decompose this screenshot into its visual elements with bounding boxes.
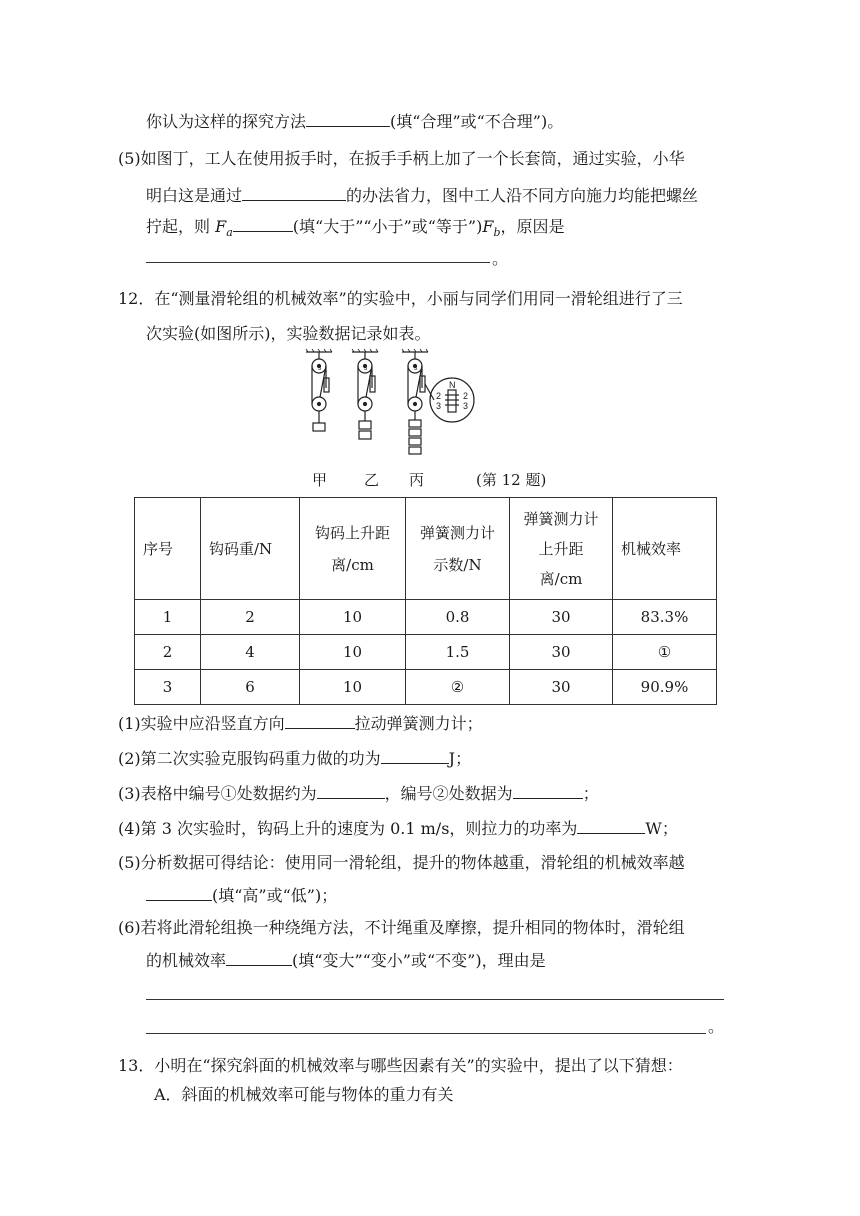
svg-text:3: 3: [364, 366, 368, 372]
line-text: (填“高”或“低”)；: [212, 886, 338, 905]
answer-line[interactable]: [146, 999, 724, 1000]
table-cell: 10: [300, 670, 406, 705]
table-cell: 30: [510, 635, 613, 670]
line-text: (5)分析数据可得结论：使用同一滑轮组，提升的物体越重，滑轮组的机械效率越: [118, 853, 685, 872]
line-text: 13．小明在“探究斜面的机械效率与哪些因素有关”的实验中，提出了以下猜想：: [118, 1056, 683, 1075]
table-header-cell: 钩码重/N: [201, 498, 300, 600]
line-text: (5)如图丁，工人在使用扳手时，在扳手手柄上加了一个长套筒，通过实验，小华: [118, 149, 685, 168]
line-text: ，编号②处数据为: [384, 784, 513, 803]
figure-caption: (第 12 题): [476, 471, 547, 489]
table-header-cell: 序号: [135, 498, 201, 600]
table-cell: 4: [201, 635, 300, 670]
line-text: ；: [582, 784, 599, 803]
answer-blank[interactable]: [233, 215, 293, 232]
table-row: [135, 600, 717, 635]
line-text: (2)第二次实验克服钩码重力做的功为: [118, 749, 381, 768]
question-13-line-1: [118, 1055, 683, 1077]
line-text: W；: [645, 819, 678, 838]
line-text: 的机械效率: [146, 951, 227, 970]
line-text: (1)实验中应沿竖直方向: [118, 714, 285, 733]
line-text: 12．在“测量滑轮组的机械效率”的实验中，小丽与同学们用同一滑轮组进行了三: [118, 289, 683, 308]
figure-label: 甲: [312, 471, 328, 489]
sub-question-6-line-2: [146, 949, 546, 972]
text-line: [146, 110, 563, 133]
answer-blank[interactable]: [381, 747, 449, 764]
table-header-cell: 钩码上升距 离/cm: [300, 498, 406, 600]
table-cell: 90.9%: [613, 670, 717, 705]
line-text: J；: [448, 749, 472, 768]
sub-question-3: [118, 782, 599, 805]
line-text: (4)第 3 次实验时，钩码上升的速度为 0.1 m/s，则拉力的功率为: [118, 819, 578, 838]
question-5-line-1: [118, 148, 685, 170]
pulley-set-1: [312, 352, 329, 431]
line-end-period: 。: [708, 1017, 725, 1036]
answer-blank[interactable]: [242, 184, 346, 201]
question-13-option-a: [154, 1084, 454, 1106]
table-cell: 2: [201, 600, 300, 635]
force-a-symbol: $F_a$: [215, 217, 233, 240]
table-cell: 10: [300, 635, 406, 670]
sub-question-1: [118, 712, 483, 735]
svg-text:3: 3: [318, 366, 322, 372]
pulley-system-figure: [298, 348, 478, 468]
line-text: A．斜面的机械效率可能与物体的重力有关: [154, 1085, 454, 1104]
figure-label: 乙: [364, 471, 380, 489]
table-cell: 1.5: [406, 635, 510, 670]
experiment-data-table: [134, 497, 717, 705]
force-b-symbol: $F_b$: [482, 217, 501, 240]
svg-text:3: 3: [414, 366, 418, 372]
line-text: (填“合理”或“不合理”)。: [390, 112, 564, 131]
line-end-period: 。: [492, 249, 509, 268]
line-text: 明白这是通过: [146, 186, 243, 205]
answer-blank[interactable]: [306, 110, 390, 127]
question-5-line-2: [146, 184, 698, 207]
spring-mark: N: [449, 380, 456, 390]
line-text: ，原因是: [500, 217, 565, 236]
table-row: [135, 670, 717, 705]
table-cell: 30: [510, 600, 613, 635]
table-cell: 2: [135, 635, 201, 670]
line-text: 你认为这样的探究方法: [146, 112, 307, 131]
answer-blank[interactable]: [317, 782, 385, 799]
line-text: (填“变大”“变小”或“不变”)，理由是: [292, 951, 546, 970]
svg-text:2: 2: [463, 391, 469, 401]
table-cell: 6: [201, 670, 300, 705]
table-row: [135, 635, 717, 670]
answer-line[interactable]: [146, 262, 490, 263]
table-cell: 83.3%: [613, 600, 717, 635]
table-header-cell: 弹簧测力计 上升距 离/cm: [510, 498, 613, 600]
sub-question-6-line-1: [118, 917, 685, 939]
table-header-row: [135, 498, 717, 600]
answer-line[interactable]: [146, 1033, 706, 1034]
answer-blank[interactable]: [513, 782, 583, 799]
table-cell: ①: [613, 635, 717, 670]
line-text: 拧起，则: [146, 217, 211, 236]
line-text: (6)若将此滑轮组换一种绕绳方法，不计绳重及摩擦，提升相同的物体时，滑轮组: [118, 918, 685, 937]
table-cell: 10: [300, 600, 406, 635]
answer-blank[interactable]: [226, 949, 292, 966]
svg-text:2: 2: [436, 391, 442, 401]
figure-label: 丙: [409, 471, 425, 489]
sub-question-5-line-1: [118, 852, 685, 874]
answer-blank[interactable]: [285, 712, 355, 729]
sub-question-4: [118, 817, 678, 840]
table-cell: 3: [135, 670, 201, 705]
table-cell: ②: [406, 670, 510, 705]
table-cell: 0.8: [406, 600, 510, 635]
question-12-line-2: [146, 323, 431, 345]
line-text: 拉动弹簧测力计；: [354, 714, 483, 733]
line-text: 的办法省力，图中工人沿不同方向施力均能把螺丝: [346, 186, 699, 205]
svg-text:3: 3: [463, 401, 469, 411]
table-cell: 1: [135, 600, 201, 635]
answer-blank[interactable]: [146, 884, 212, 901]
table-header-cell: 机械效率: [613, 498, 717, 600]
line-text: 次实验(如图所示)，实验数据记录如表。: [146, 324, 431, 343]
question-12-line-1: [118, 288, 683, 310]
table-header-cell: 弹簧测力计 示数/N: [406, 498, 510, 600]
svg-text:3: 3: [436, 401, 442, 411]
table-cell: 30: [510, 670, 613, 705]
sub-question-5-line-2: [146, 884, 337, 907]
line-text: (填“大于”“小于”或“等于”): [292, 217, 483, 236]
answer-blank[interactable]: [577, 817, 645, 834]
sub-question-2: [118, 747, 471, 770]
line-text: (3)表格中编号①处数据约为: [118, 784, 317, 803]
question-5-line-3: [146, 215, 565, 244]
